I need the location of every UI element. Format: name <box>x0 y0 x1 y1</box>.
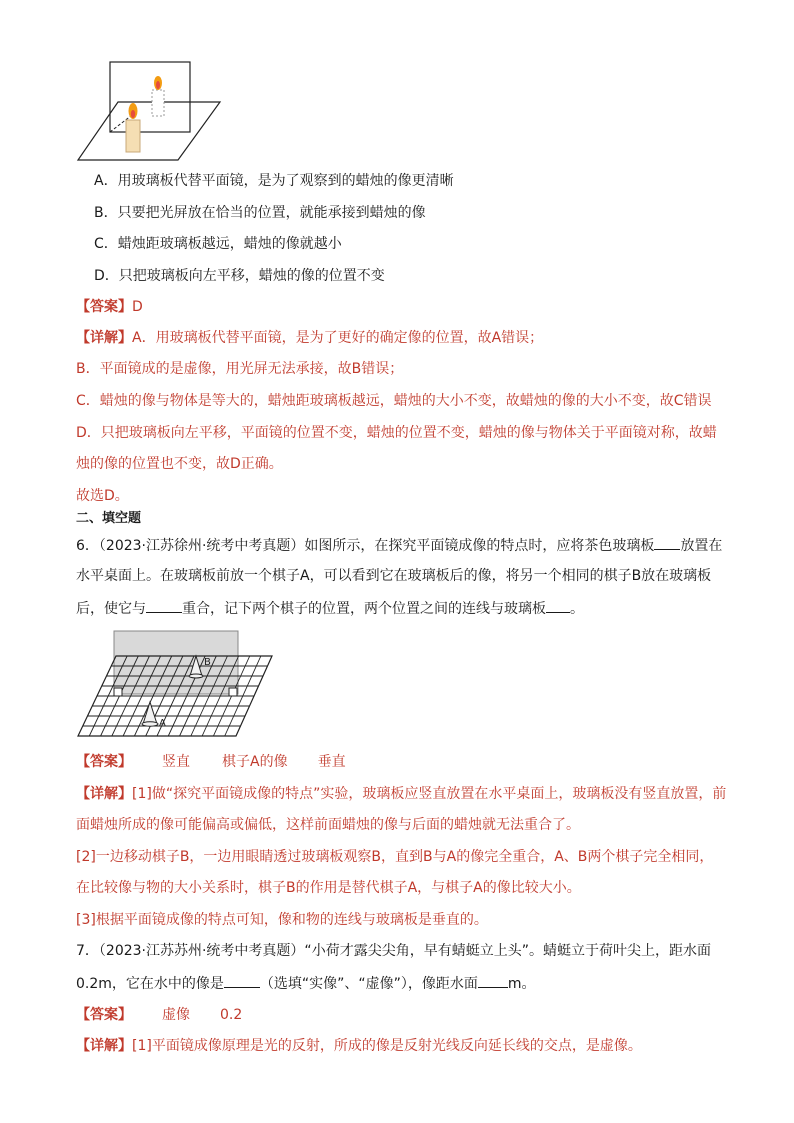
detail-tag: 【详解】 <box>76 1038 132 1054</box>
q7-stem-line-2 <box>76 973 536 994</box>
q6-answer <box>76 752 346 772</box>
answer-3: 垂直 <box>317 754 346 770</box>
q5-detail-line-1 <box>76 328 543 348</box>
answer-1: 竖直 <box>162 754 190 770</box>
q7-detail-line-1 <box>76 1036 642 1056</box>
answer-1: 虚像 <box>162 1007 190 1023</box>
q6-text: 后，使它与 <box>76 601 146 617</box>
answer-2: 0.2 <box>220 1007 243 1023</box>
q6-stem-line-3 <box>76 598 584 619</box>
detail-tag: 【详解】 <box>76 786 132 802</box>
answer-2: 棋子A的像 <box>222 754 288 770</box>
q7-text: 0.2m，它在水中的像是 <box>76 976 224 992</box>
q7-text: （选填“实像”、“虚像”），像距水面 <box>259 976 478 992</box>
q6-text: 放置在 <box>680 538 723 554</box>
q5-option-d: D．只把玻璃板向左平移，蜡烛的像的位置不变 <box>94 268 385 284</box>
q7-blank-1 <box>224 973 260 988</box>
q6-stem-line-2: 水平桌面上。在玻璃板前放一个棋子A，可以看到它在玻璃板后的像，将另一个相同的棋子B放在玻璃板 <box>76 568 712 584</box>
q6-detail-line-2: 面蜡烛所成的像可能偏高或偏低，这样前面蜡烛的像与后面的蜡烛就无法重合了。 <box>76 817 580 833</box>
q5-option-a: A．用玻璃板代替平面镜，是为了观察到的蜡烛的像更清晰 <box>94 173 454 189</box>
q6-text: 。 <box>570 601 584 617</box>
q6-text: 6．（2023·江苏徐州·统考中考真题）如图所示，在探究平面镜成像的特点时，应将茶色玻璃板 <box>76 538 655 554</box>
q7-stem-line-1: 7．（2023·江苏苏州·统考中考真题）“小荷才露尖尖角，早有蜻蜓立上头”。蜻蜓立于荷叶尖上，距水面 <box>76 943 711 959</box>
q5-detail-line-2: B．平面镜成的是虚像，用光屏无法承接，故B错误； <box>76 361 404 377</box>
q5-detail-line-5: 烛的像的位置也不变，故D正确。 <box>76 456 283 472</box>
q7-answer <box>76 1005 242 1025</box>
piece-b-label: B <box>204 657 211 668</box>
detail-text: A．用玻璃板代替平面镜，是为了更好的确定像的位置，故A错误； <box>132 330 544 346</box>
q5-detail-line-3: C．蜡烛的像与物体是等大的，蜡烛距玻璃板越远，蜡烛的大小不变，故蜡烛的像的大小不变，故C错误 <box>76 393 712 409</box>
answer-tag: 【答案】 <box>76 299 132 315</box>
q5-option-c: C．蜡烛距玻璃板越远，蜡烛的像就越小 <box>94 236 342 252</box>
candle-mirror-figure <box>76 58 226 164</box>
q6-detail-line-5: [3]根据平面镜成像的特点可知，像和物的连线与玻璃板是垂直的。 <box>76 912 488 928</box>
q6-detail-line-1 <box>76 784 726 804</box>
q6-blank-3 <box>546 598 570 613</box>
q6-detail-line-4: 在比较像与物的大小关系时，棋子B的作用是替代棋子A，与棋子A的像比较大小。 <box>76 880 581 896</box>
q5-detail-line-4: D．只把玻璃板向左平移，平面镜的位置不变，蜡烛的位置不变，蜡烛的像与物体关于平面镜对称，故蜡 <box>76 425 717 441</box>
q6-stem-line-1 <box>76 535 722 556</box>
q5-conclusion: 故选D。 <box>76 488 129 504</box>
answer-value: D <box>132 299 143 315</box>
q5-option-b: B．只要把光屏放在恰当的位置，就能承接到蜡烛的像 <box>94 205 426 221</box>
chess-grid-figure <box>76 628 276 740</box>
q7-text: m。 <box>507 976 536 992</box>
q7-blank-2 <box>478 973 508 988</box>
detail-text: [1]平面镜成像原理是光的反射，所成的像是反射光线反向延长线的交点，是虚像。 <box>132 1038 642 1054</box>
piece-a-label: A <box>159 718 166 729</box>
answer-tag: 【答案】 <box>76 1007 132 1023</box>
q6-blank-1 <box>654 535 680 550</box>
detail-tag: 【详解】 <box>76 330 132 346</box>
q6-detail-line-3: [2]一边移动棋子B，一边用眼睛透过玻璃板观察B，直到B与A的像完全重合，A、B两个棋子完全相同， <box>76 849 714 865</box>
detail-text: [1]做“探究平面镜成像的特点”实验，玻璃板应竖直放置在水平桌面上，玻璃板没有竖直放置，前 <box>132 786 727 802</box>
q6-text: 重合，记下两个棋子的位置，两个位置之间的连线与玻璃板 <box>182 601 546 617</box>
section-title: 二、填空题 <box>76 511 142 526</box>
answer-tag: 【答案】 <box>76 754 132 770</box>
q6-blank-2 <box>146 598 182 613</box>
q5-answer <box>76 297 143 317</box>
